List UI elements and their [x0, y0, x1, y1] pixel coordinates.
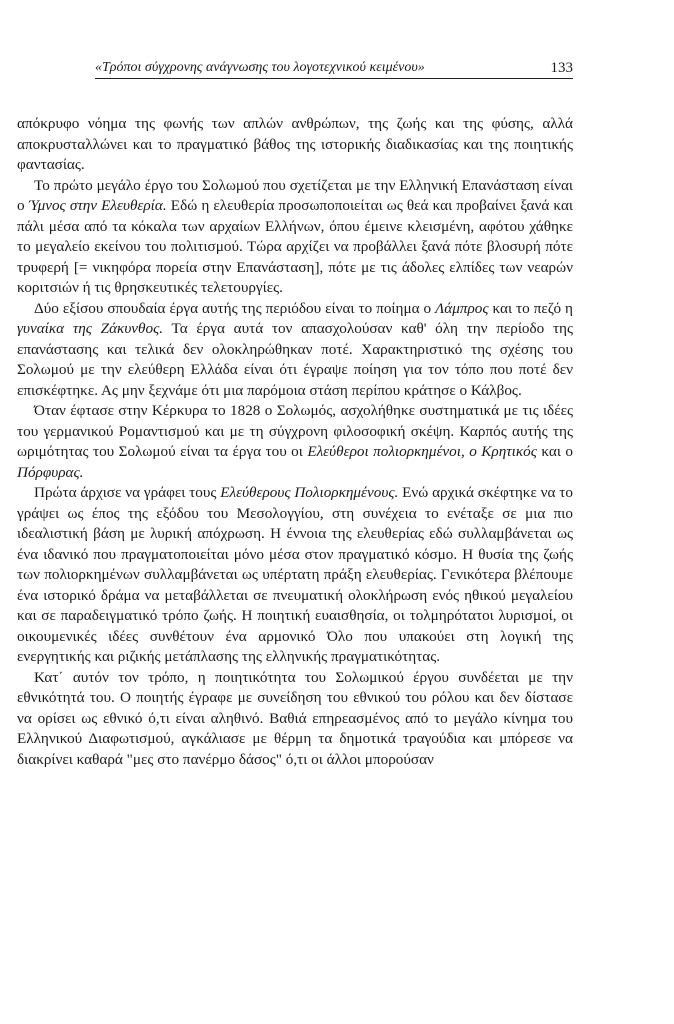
- page-number: 133: [550, 60, 573, 76]
- paragraph: [17, 176, 573, 299]
- header-rule: [95, 78, 573, 79]
- paragraph: [17, 299, 573, 402]
- italic-title: γυναίκα της Ζάκυνθος.: [17, 320, 164, 337]
- running-title: «Τρόποι σύγχρονης ανάγνωσης του λογοτεχνικού κειμένου»: [95, 60, 425, 75]
- text-run: και ο: [536, 443, 573, 460]
- italic-title: Ελεύθερους Πολιορκημένους.: [220, 484, 399, 501]
- text-run: Τα έργα αυτά τον απασχολούσαν καθ' όλη την περίοδο της επανάστασης και τελικά δεν ολοκληρώθηκαν ποτέ. Χαρακτηριστικό της σχέσης του Σολωμού με την ελεύθερη Ελλάδα είναι ότι έγραψε ποίηση για τον τόπο που ποτέ δεν επισκέφτηκε. Ας μην ξεχνάμε ότι μια παρόμοια στάση περίπου κράτησε ο Κάλβος.: [17, 320, 574, 399]
- italic-title: Λάμπρος: [435, 299, 489, 317]
- italic-title: Πόρφυρας.: [17, 463, 84, 481]
- text-run: απόκρυφο νόημα της φωνής των απλών ανθρώπων, της ζωής και της φύσης, αλλά αποκρυσταλλώνει και το πραγματικό βάθος της ιστορικής διαδικασίας και της ποιητικής φαντασίας.: [17, 115, 573, 173]
- italic-title: Ύμνος στην Ελευθερία.: [28, 197, 167, 214]
- text-run: Εδώ η ελευθερία προσωποποιείται ως θεά και προβαίνει ξανά και πάλι μέσα από τα κόκαλα των αρχαίων Ελλήνων, όπου έμεινε κλεισμένη, αφότου χάθηκε το μεγαλείο εκείνου του πολιτισμού. Τώρα αρχίζει να προβάλλει ξανά πότε βλοσυρή πότε τρυφερή [= νικηφόρα πορεία στην Επανάσταση], πότε με τις άδολες ελπίδες των νεαρών κοριτσιών ή τις θρησκευτικές τελετουργίες.: [17, 197, 573, 296]
- text-run: Ενώ αρχικά σκέφτηκε να το γράψει ως έπος της εξόδου του Μεσολογγίου, στη συνέχεια το ενέταξε σε μια πιο ιδεαλιστική βάση με λυρική απόχρωση. Η έννοια της ελευθερίας εδώ συλλαμβάνεται ως ένα ιδανικό που πραγματοποιείται μόνο μέσα στον πραγματικό κόσμο. Η θυσία της ζωής των πολιορκημένων συλλαμβάνεται ως υπέρτατη πράξη ελευθερίας. Γενικότερα βλέπουμε ένα ιστορικό δράμα να μεταβάλλεται σε πνευματική ολοκλήρωση ενός ηθικού μεγαλείου και σε παραδειγματικό τρόπο ζωής. Η ποιητική ευαισθησία, οι τολμηρότατοι λυρισμοί, οι οικουμενικές ιδέες συνθέτουν ένα αρμονικό Όλο που υπακούει στη λογική της ενεργητικής και ριζικής μετάπλασης της ελληνικής πραγματικότητας.: [17, 484, 574, 665]
- text-run: και το πεζό η: [488, 299, 573, 317]
- page-header: [95, 58, 573, 80]
- text-run: Όταν έφτασε στην Κέρκυρα το 1828 ο Σολωμός, ασχολήθηκε συστηματικά με τις ιδέες του γερμανικού Ρομαντισμού και με τη σύγχρονη φιλοσοφική σκέψη. Καρπός αυτής της ωριμότητας του Σολωμού είναι τα έργα του οι: [17, 402, 573, 460]
- text-run: Πρώτα άρχισε να γράφει τους: [34, 484, 221, 501]
- body-text: [17, 114, 573, 770]
- paragraph: [17, 668, 573, 771]
- italic-title: Ελεύθεροι πολιορκημένοι, ο Κρητικός: [307, 443, 537, 460]
- text-run: Κατ΄ αυτόν τον τρόπο, η ποιητικότητα του Σολωμικού έργου συνδέεται με την εθνικότητά του. Ο ποιητής έγραφε με συνείδηση του εθνικού του ρόλου και δεν δίστασε να ορίσει ως εθνικό ό,τι είναι αληθινό. Βαθιά επηρεασμένος από το μεγάλο κίνημα του Ελληνικού Διαφωτισμού, αγκάλιασε με θέρμη τα δημοτικά τραγούδια και μπόρεσε να διακρίνει καθαρά "μες στο πανέρμο δάσος" ό,τι οι άλλοι μπορούσαν: [17, 668, 573, 768]
- paragraph: [17, 401, 573, 483]
- paragraph: [17, 114, 573, 176]
- paragraph: [17, 483, 573, 668]
- text-run: Το πρώτο μεγάλο έργο του Σολωμού που σχετίζεται με την Ελληνική Επανάσταση είναι ο: [17, 176, 573, 214]
- text-run: Δύο εξίσου σπουδαία έργα αυτής της περιόδου είναι το ποίημα ο: [34, 299, 436, 317]
